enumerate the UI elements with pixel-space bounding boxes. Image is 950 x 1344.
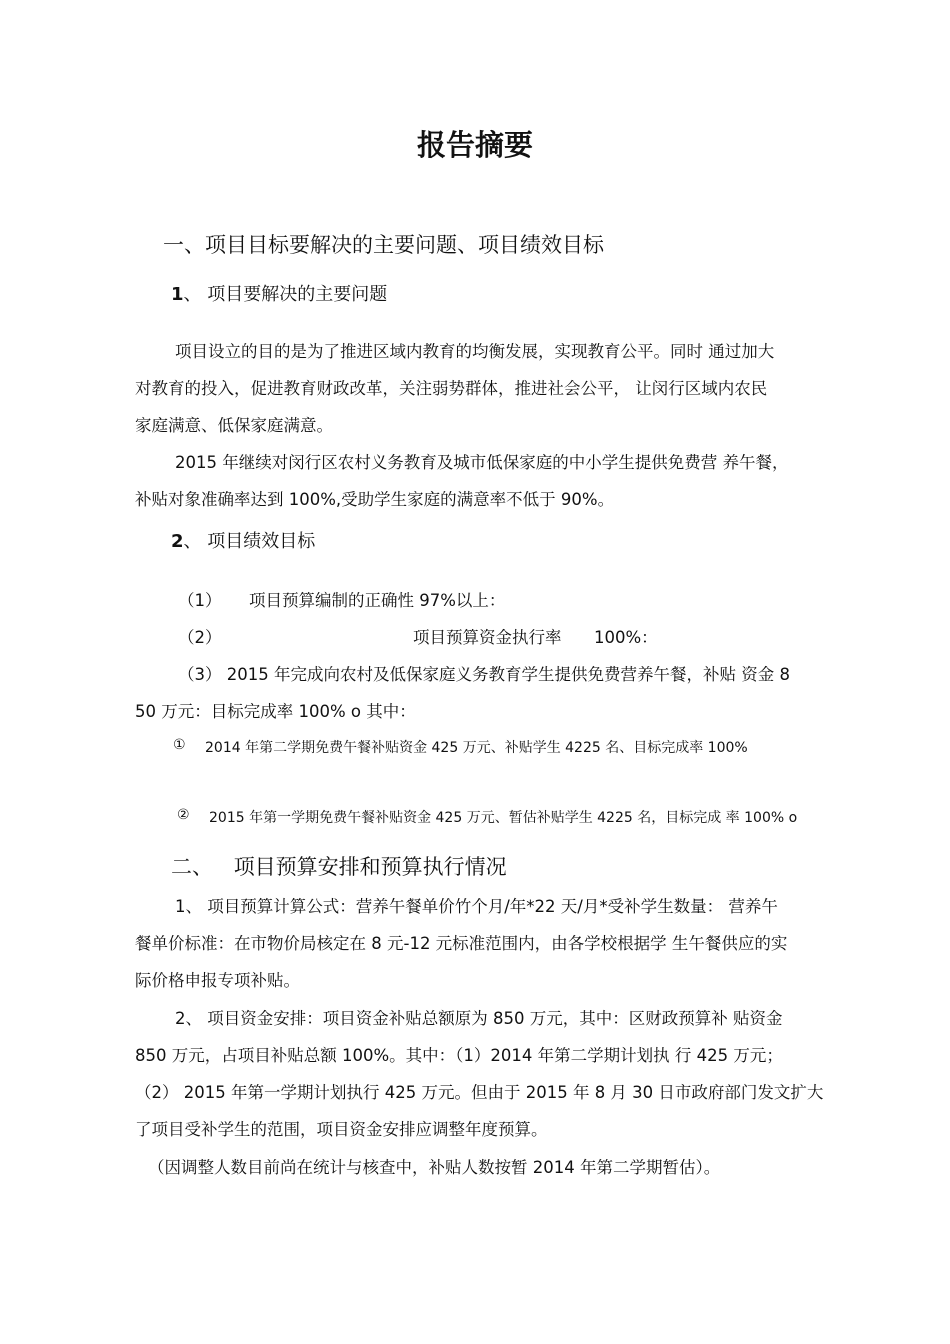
section2-para1-line3: 际价格申报专项补贴。 (135, 971, 300, 990)
sub2-number: 2 (171, 531, 184, 552)
section2-para2-line2: 850 万元，占项目补贴总额 100%。其中：（1）2014 年第二学期计划执 行 425 万元； (135, 1046, 783, 1065)
sub1-para1-line1: 项目设立的目的是为了推进区域内教育的均衡发展，实现教育公平。同时 通过加大 (175, 342, 775, 361)
sub1-label: 、 项目要解决的主要问题 (183, 284, 388, 305)
section2-title: 项目预算安排和预算执行情况 (233, 855, 507, 879)
section2-para2-line4: 了项目受补学生的范围，项目资金安排应调整年度预算。 (135, 1120, 548, 1139)
section1-heading: 一、项目目标要解决的主要问题、项目绩效目标 (163, 233, 604, 257)
sub1-para2-line1: 2015 年继续对闵行区农村义务教育及城市低保家庭的中小学生提供免费营 养午餐， (175, 453, 789, 472)
section2-note: （因调整人数目前尚在统计与核查中，补贴人数按暂 2014 年第二学期暂估）。 (148, 1158, 721, 1177)
section2-para1-line1: 1、 项目预算计算公式：营养午餐单价竹个月/年*22 天/月*受补学生数量： 营养午 (175, 897, 778, 916)
goal-item2-text: 项目预算资金执行率 (413, 628, 562, 647)
sub2-heading (171, 527, 315, 553)
section2-para1-line2: 餐单价标准：在市物价局核定在 8 元-12 元标准范围内，由各学校根据学 生午餐供应的实 (135, 934, 788, 953)
sub2-label: 、 项目绩效目标 (183, 531, 316, 552)
goal-item3-line2: 50 万元：目标完成率 100% o 其中： (135, 702, 416, 721)
sub1-para1-line2: 对教育的投入，促进教育财政改革，关注弱势群体，推进社会公平， 让闵行区域内农民 (135, 379, 768, 398)
section2-para2-line3: （2） 2015 年第一学期计划执行 425 万元。但由于 2015 年 8 月 30 日市政府部门发文扩大 (135, 1083, 824, 1102)
sub1-number: 1 (171, 284, 184, 305)
page-title: 报告摘要 (416, 128, 533, 162)
goal-item3-line1: （3） 2015 年完成向农村及低保家庭义务教育学生提供免费营养午餐，补贴 资金 8 (178, 665, 790, 684)
goal-item2-value: 100%： (594, 628, 658, 647)
section2-number: 二、 (171, 855, 213, 879)
section2-heading (171, 851, 507, 881)
circle-item2-number: ② (177, 807, 190, 823)
sub1-para2-line2: 补贴对象准确率达到 100%,受助学生家庭的满意率不低于 90%。 (135, 490, 615, 509)
goal-item1-text: 项目预算编制的正确性 97%以上： (249, 591, 506, 610)
sub1-para1-line3: 家庭满意、低保家庭满意。 (135, 416, 333, 435)
circle-item1-text: 2014 年第二学期免费午餐补贴资金 425 万元、补贴学生 4225 名、目标完成率 100% (205, 740, 748, 756)
sub1-heading (171, 280, 387, 306)
goal-item2-number: （2） (178, 628, 222, 647)
circle-item1-number: ① (173, 737, 186, 753)
circle-item2-text: 2015 年第一学期免费午餐补贴资金 425 万元、暂估补贴学生 4225 名，目标完成 率 100% o (209, 810, 798, 826)
goal-item1-number: （1） (178, 591, 222, 610)
section2-para2-line1: 2、 项目资金安排：项目资金补贴总额原为 850 万元，其中：区财政预算补 贴资金 (175, 1009, 783, 1028)
